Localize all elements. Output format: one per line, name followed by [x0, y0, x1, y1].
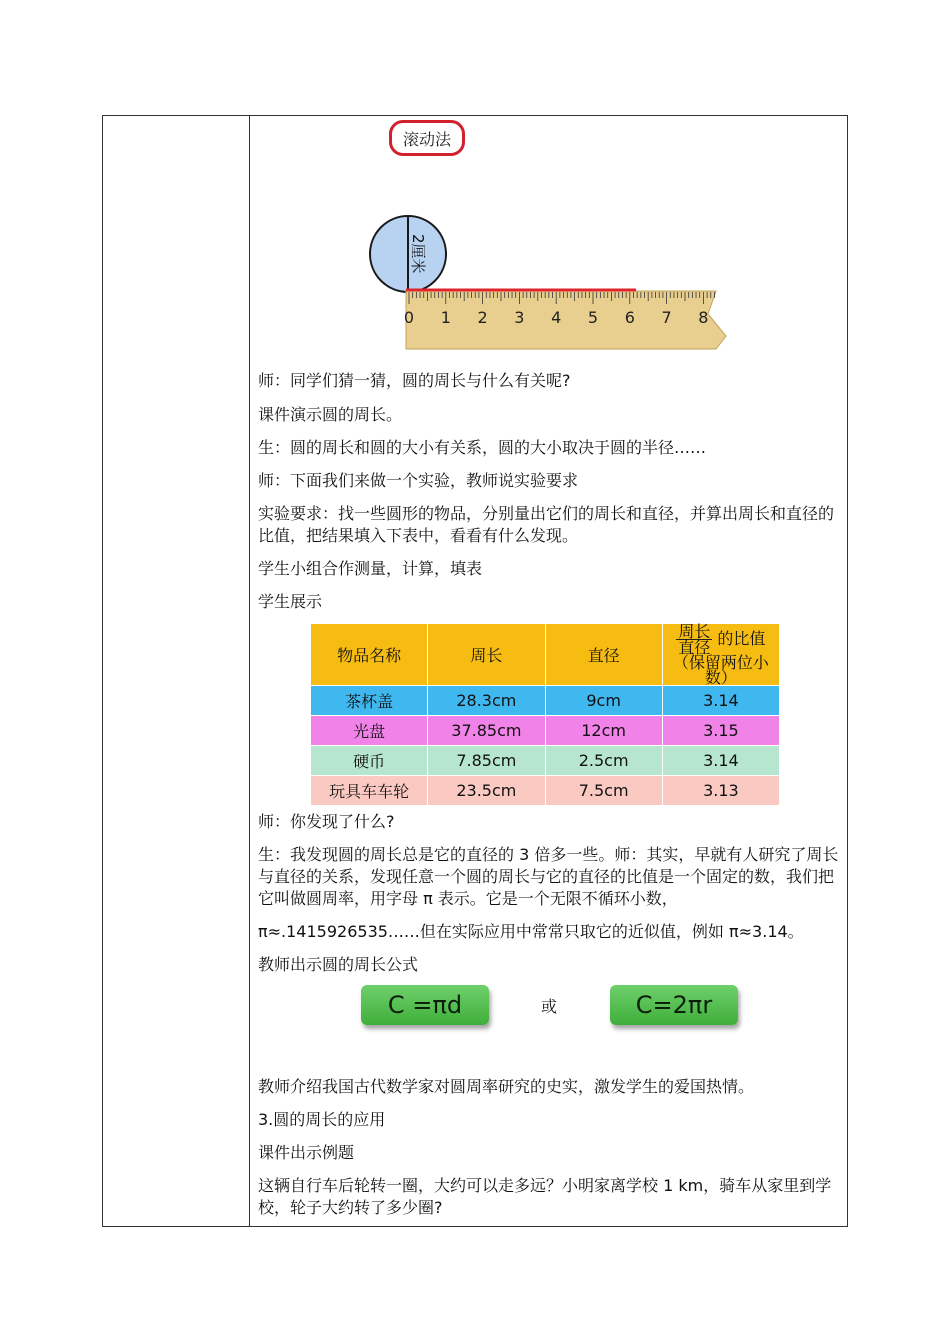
- table-row: [311, 716, 780, 746]
- ruler-label: 6: [624, 308, 635, 327]
- fraction-numerator: 周长: [678, 622, 711, 641]
- paragraph: 师：同学们猜一猜，圆的周长与什么有关呢?: [258, 371, 571, 390]
- method-badge: 滚动法: [389, 120, 465, 156]
- header-cell: 物品名称: [311, 624, 428, 686]
- ruler-labels: [404, 308, 709, 327]
- ratio-note: （保留两位小数）: [672, 653, 769, 687]
- table-row: [311, 686, 780, 716]
- ratio-header-cell: [662, 624, 779, 686]
- paragraph: 课件演示圆的周长。: [258, 405, 403, 424]
- lesson-table: [102, 115, 848, 1227]
- paragraph: 生：我发现圆的周长总是它的直径的 3 倍多一些。师：其实，早就有人研究了周长与直径的关系，发现任意一个圆的周长与它的直径的比值是一个固定的数，我们把它叫做圆周率，用字母 π 表示。它是一个无限不循环小数，: [258, 845, 839, 908]
- paragraph: 教师出示圆的周长公式: [258, 955, 419, 974]
- header-cell: 直径: [545, 624, 662, 686]
- ruler-label: 0: [403, 308, 415, 327]
- table-cell: 光盘: [311, 716, 428, 746]
- formula-diameter: C =πd: [361, 985, 489, 1025]
- table-cell: 7.85cm: [428, 746, 545, 776]
- table-row: [311, 776, 780, 806]
- lesson-content: [258, 116, 843, 1226]
- paragraph: 3.圆的周长的应用: [258, 1110, 386, 1129]
- paragraph: 师：你发现了什么?: [258, 812, 395, 831]
- table-cell: 23.5cm: [428, 776, 545, 806]
- table-cell: 37.85cm: [428, 716, 545, 746]
- column-divider: [249, 116, 250, 1226]
- paragraph: 课件出示例题: [258, 1143, 355, 1162]
- fraction-denominator: 直径: [678, 638, 711, 657]
- paragraph: 生：圆的周长和圆的大小有关系，圆的大小取决于圆的半径……: [258, 438, 707, 457]
- rolling-circle-diagram: [358, 206, 738, 356]
- table-cell: 3.14: [662, 686, 779, 716]
- fraction: [676, 624, 712, 655]
- ruler-label: 3: [514, 308, 525, 327]
- table-cell: 3.14: [662, 746, 779, 776]
- ruler-label: 4: [551, 308, 562, 327]
- or-text: 或: [541, 997, 558, 1016]
- ruler: [403, 291, 726, 349]
- table-cell: 28.3cm: [428, 686, 545, 716]
- paragraph: π≈.1415926535……但在实际应用中常常只取它的近似值，例如 π≈3.14。: [258, 922, 804, 941]
- ratio-suffix: 的比值: [717, 629, 766, 648]
- ruler-label: 7: [661, 308, 672, 327]
- formula-radius: C=2πr: [610, 985, 738, 1025]
- ruler-label: 8: [698, 308, 709, 327]
- table-cell: 玩具车车轮: [311, 776, 428, 806]
- paragraph: 教师介绍我国古代数学家对圆周率研究的史实，激发学生的爱国热情。: [258, 1077, 755, 1096]
- paragraph: 学生小组合作测量，计算，填表: [258, 559, 483, 578]
- table-cell: 硬币: [311, 746, 428, 776]
- paragraph: 师：下面我们来做一个实验，教师说实验要求: [258, 471, 579, 490]
- ruler-label: 2: [477, 308, 488, 327]
- table-cell: 2.5cm: [545, 746, 662, 776]
- ruler-label: 1: [440, 308, 451, 327]
- table-cell: 9cm: [545, 686, 662, 716]
- paragraph: 实验要求：找一些圆形的物品，分别量出它们的周长和直径，并算出周长和直径的比值，把结果填入下表中，看看有什么发现。: [258, 504, 835, 545]
- header-cell: 周长: [428, 624, 545, 686]
- paragraph: 这辆自行车后轮转一圈，大约可以走多远？小明家离学校 1 km，骑车从家里到学校，轮子大约转了多少圈?: [258, 1176, 832, 1217]
- paragraph: 学生展示: [258, 592, 323, 611]
- table-row: [311, 746, 780, 776]
- table-cell: 茶杯盖: [311, 686, 428, 716]
- measurement-table: [310, 623, 780, 806]
- table-header-row: [311, 624, 780, 686]
- table-cell: 7.5cm: [545, 776, 662, 806]
- table-cell: 3.13: [662, 776, 779, 806]
- table-cell: 3.15: [662, 716, 779, 746]
- ruler-label: 5: [587, 308, 599, 327]
- table-cell: 12cm: [545, 716, 662, 746]
- circle-label: 2厘米: [409, 234, 427, 274]
